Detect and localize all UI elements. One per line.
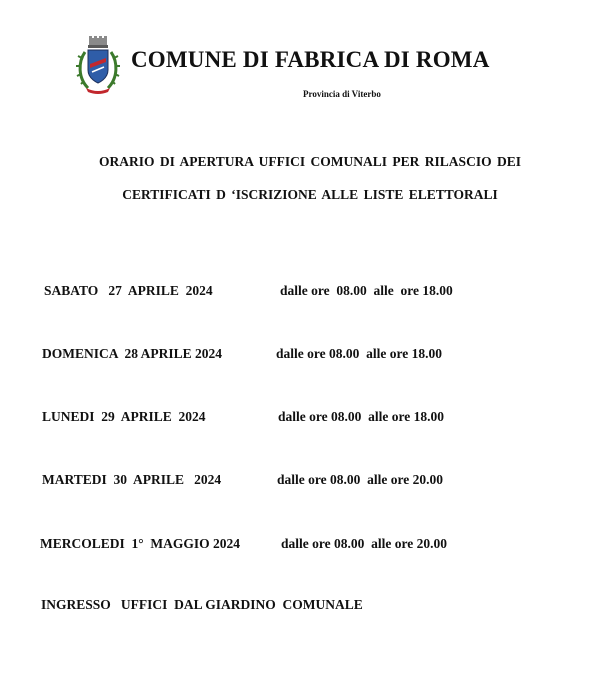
schedule-day: LUNEDI 29 APRILE 2024 — [42, 409, 206, 424]
schedule-day: SABATO 27 APRILE 2024 — [44, 283, 213, 298]
schedule-row — [0, 536, 600, 556]
entrance-note: INGRESSO UFFICI DAL GIARDINO COMUNALE — [41, 597, 363, 612]
municipality-title: COMUNE DI FABRICA DI ROMA — [131, 47, 490, 72]
schedule-hours: dalle ore 08.00 alle ore 20.00 — [281, 536, 447, 551]
schedule-row — [0, 472, 600, 492]
province-subtitle: Provincia di Viterbo — [303, 89, 381, 99]
notice-heading-line-2: CERTIFICATI D ‘ISCRIZIONE ALLE LISTE ELETTORALI — [122, 187, 498, 202]
schedule-hours: dalle ore 08.00 alle ore 18.00 — [276, 346, 442, 361]
schedule-row — [0, 409, 600, 429]
letterhead — [76, 36, 516, 100]
schedule-day: MARTEDI 30 APRILE 2024 — [42, 472, 222, 487]
coat-of-arms-icon — [76, 36, 120, 96]
schedule-row — [0, 283, 600, 303]
schedule-hours: dalle ore 08.00 alle ore 20.00 — [277, 472, 443, 487]
schedule-hours: dalle ore 08.00 alle ore 18.00 — [278, 409, 444, 424]
schedule-row — [0, 346, 600, 366]
schedule-day: MERCOLEDI 1° MAGGIO 2024 — [40, 536, 241, 551]
schedule-day: DOMENICA 28 APRILE 2024 — [42, 346, 223, 361]
notice-heading-line-1: ORARIO DI APERTURA UFFICI COMUNALI PER RILASCIO DEI — [99, 154, 521, 169]
schedule-hours: dalle ore 08.00 alle ore 18.00 — [280, 283, 453, 298]
